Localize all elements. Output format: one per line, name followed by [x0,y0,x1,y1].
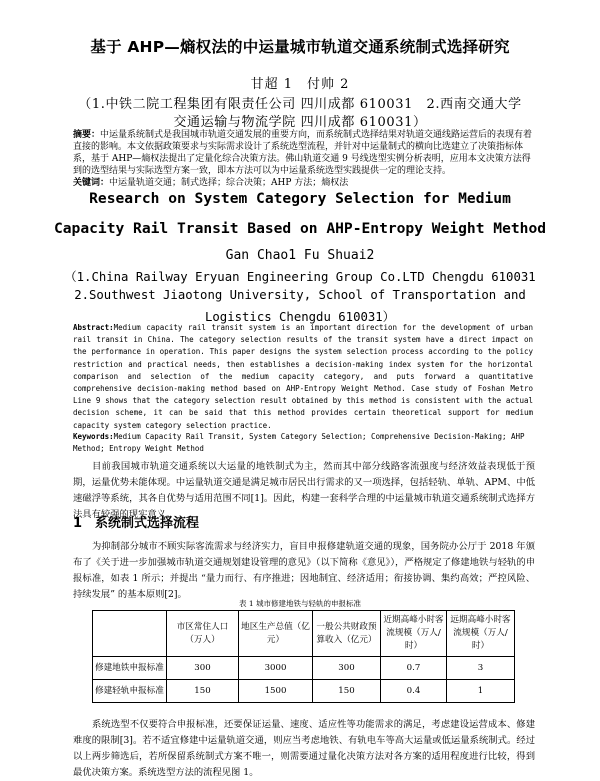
table-cell: 修建地铁申报标准 [93,657,167,680]
table-header-cell: 地区生产总值（亿元） [239,611,313,657]
table-cell: 1500 [239,680,313,703]
chinese-affiliation-line-1: （1.中铁二院工程集团有限责任公司 四川成都 610031 2.西南交通大学 [78,97,522,112]
english-title-line-2: Capacity Rail Transit Based on AHP-Entropy Weight Method [53,220,547,237]
chinese-keywords-label: 关键词： [73,178,110,188]
english-abstract [73,322,533,432]
section-number: 1 [73,516,83,531]
english-keywords-label: Keywords: [73,432,114,441]
english-keywords-text: Medium Capacity Rail Transit, System Category Selection; Comprehensive Decision-Making; AHP Method; Entropy Weight Method [73,432,525,453]
table-cell: 150 [167,680,239,703]
section-heading [73,512,199,531]
table-cell: 300 [167,657,239,680]
table-cell: 1 [447,680,515,703]
chinese-keywords [73,177,533,189]
section-body-paragraph: 为抑制部分城市不顾实际客流需求与经济实力，盲目申报修建轨道交通的现象，国务院办公厅于 2018 年颁布了《关于进一步加强城市轨道交通规划建设管理的意见》（以下简称《意见》），严格规定了修建地铁与轻轨的申报标准，如表 1 所示；并提出 “量力而行、有序推进；因地制宜、经济适用；衔接协调、集约高效；严控风险、持续发展” 的基本原则[2]。 [73,541,535,600]
closing-paragraph: 系统选型不仅要符合申报标准，还要保证运量、速度、适应性等功能需求的满足，考虑建设运营成本、修建难度的限制[3]。若不适宜修建中运量轨道交通，则应当考虑地铁、有轨电车等高大运量或低运量系统制式。经过以上两步筛选后，若所保留系统制式方案不唯一，则需要通过量化决策方法对各方案的适用程度进行比较，得到最优决策方案。系统选型方法的流程见图 1。 [73,719,535,778]
table-cell: 修建轻轨申报标准 [93,680,167,703]
table-header-cell: 近期高峰小时客流规模（万人/时） [381,611,447,657]
table-header-cell: 远期高峰小时客流规模（万人/时） [447,611,515,657]
english-abstract-text: Medium capacity rail transit system is an important direction for the development of urban rail transit in China. The category selection results of the transit system have a direct impact on the performance in operation. This paper designs the system selection process according to the policy restriction and practical needs, then establishes a decision-making index system for the horizontal comparison and selection of the medium capacity category, and puts forward a quantitative comprehensive decision-making method based on AHP-Entropy Weight Method. Case study of Foshan Metro Line 9 shows that the category selection result obtained by this method is consistent with the actual decision scheme, it can be said that this method provides certain theoretical support for medium capacity system category selection practice. [73,323,533,430]
table-cell: 150 [313,680,381,703]
table-caption: 表 1 城市修建地铁与轻轨的申报标准 [238,599,362,608]
table-header-cell: 一般公共财政预算收入（亿元） [313,611,381,657]
table-row [93,657,515,680]
table-header-cell: 市区常住人口（万人） [167,611,239,657]
section-title: 系统制式选择流程 [95,516,200,531]
table-row [93,680,515,703]
chinese-abstract-label: 摘要： [73,130,101,140]
table-cell: 0.4 [381,680,447,703]
english-abstract-label: Abstract: [73,323,114,332]
chinese-abstract [73,129,533,177]
english-affiliation-line-3: Logistics Chengdu 610031） [205,310,395,324]
table-cell: 300 [313,657,381,680]
chinese-authors: 甘超 1 付帅 2 [250,77,350,92]
english-affiliation-line-1: （1.China Railway Eryuan Engineering Group Co.LTD Chengdu 610031 [64,270,536,284]
english-affiliation-line-2: 2.Southwest Jiaotong University, School of Transportation and [74,288,526,302]
chinese-keywords-text: 中运量轨道交通；制式选择；综合决策；AHP 方法；熵权法 [109,178,349,188]
chinese-title: 基于 AHP—熵权法的中运量城市轨道交通系统制式选择研究 [90,38,510,56]
table-cell: 3 [447,657,515,680]
table-cell: 3000 [239,657,313,680]
english-title-line-1: Research on System Category Selection for Medium [89,190,511,207]
standards-table [92,610,515,703]
table-cell: 0.7 [381,657,447,680]
chinese-abstract-text: 中运量系统制式是我国城市轨道交通发展的重要方向，而系统制式选择结果对轨道交通线路运营后的表现有着直接的影响。本文依据政策要求与实际需求设计了系统选型流程，并针对中运量制式的横向比选建立了决策指标体系，基于 AHP—熵权法提出了定量化综合决策方法。佛山轨道交通 9 号线选型实例分析表明，应用本文决策方法得到的选型结果与实际选型方案一致，即本方法可以为中运量系统选型实践提供一定的理论支持。 [73,130,533,176]
table-header-row [93,611,515,657]
english-keywords [73,431,533,455]
introduction-paragraph: 目前我国城市轨道交通系统以大运量的地铁制式为主，然而其中部分线路客流强度与经济效益表现低于预期，运量优势未能体现。中运量轨道交通是满足城市居民出行需求的又一项选择，包括轻轨、单轨、APM、中低速磁浮等系统，其各自优势与适用范围不同[1]。因此，构建一套科学合理的中运量城市轨道交通系统制式选择方法具有较强的现实意义。 [73,461,535,520]
chinese-affiliation-line-2: 交通运输与物流学院 四川成都 610031） [173,115,427,130]
english-authors: Gan Chao1 Fu Shuai2 [225,248,375,263]
table-header-cell [93,611,167,657]
